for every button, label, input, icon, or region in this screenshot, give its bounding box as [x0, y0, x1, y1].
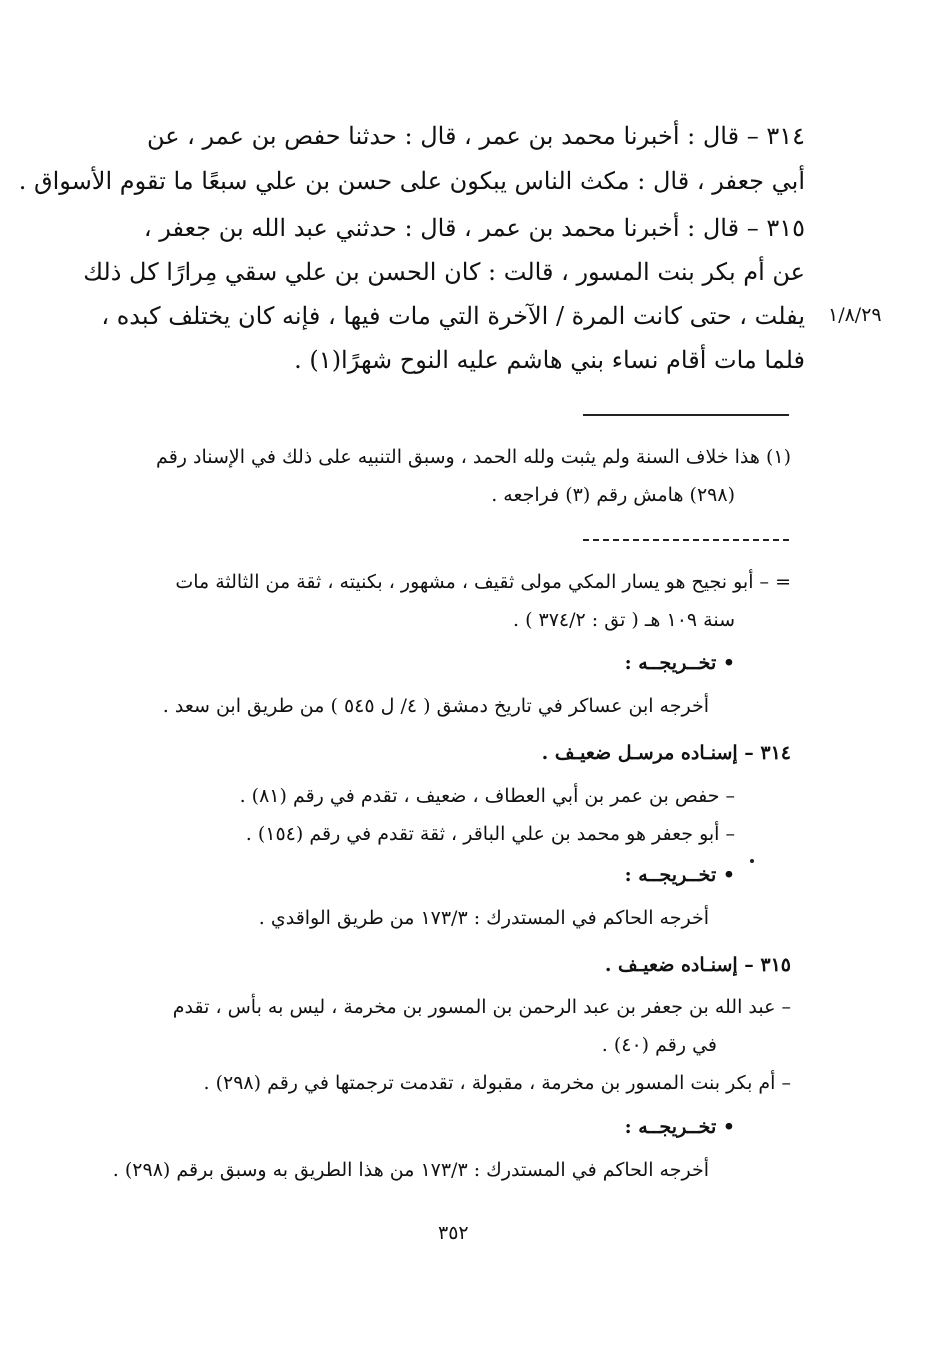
paragraph-315-line-3: يفلت ، حتى كانت المرة / الآخرة التي مات فيها ، فإنه كان يختلف كبده ، — [101, 302, 805, 330]
commentary-line-2: سنة ١٠٩ هـ ( تق : ٣٧٤/٢ ) . — [512, 609, 735, 631]
commentary-line-11: – عبد الله بن جعفر بن عبد الرحمن بن المسور بن مخرمة ، ليس به بأس ، تقدم — [172, 996, 791, 1018]
commentary-line-1: = – أبو نجيح هو يسار المكي مولى ثقيف ، مشهور ، بكنيته ، ثقة من الثالثة مات — [175, 571, 791, 593]
takhrij-heading-3: • تخــريجــه : — [624, 1116, 735, 1138]
paragraph-315-line-1: ٣١٥ – قال : أخبرنا محمد بن عمر ، قال : حدثني عبد الله بن جعفر ، — [143, 214, 805, 242]
commentary-line-4: أخرجه ابن عساكر في تاريخ دمشق ( ٤/ ل ٥٤٥ ) من طريق ابن سعد . — [162, 695, 709, 717]
takhrij-heading-1: • تخــريجــه : — [624, 652, 735, 674]
commentary-separator — [583, 539, 789, 541]
paragraph-315-line-4: فلما مات أقام نساء بني هاشم عليه النوح شهرًا(١) . — [294, 346, 805, 374]
footnote-line-1: (١) هذا خلاف السنة ولم يثبت ولله الحمد ، وسبق التنبيه على ذلك في الإسناد رقم — [156, 446, 791, 468]
commentary-line-6: – حفص بن عمر بن أبي العطاف ، ضعيف ، تقدم في رقم (٨١) . — [239, 785, 735, 807]
paragraph-315-line-2: عن أم بكر بنت المسور ، قالت : كان الحسن بن علي سقي مِرارًا كل ذلك — [83, 258, 805, 286]
takhrij-heading-2: • تخــريجــه : — [624, 864, 735, 886]
isnad-heading-314: ٣١٤ – إسنـاده مرسـل ضعيـف . — [541, 742, 791, 764]
page-number: ٣٥٢ — [438, 1222, 469, 1244]
stray-mark — [750, 859, 754, 863]
footnote-separator — [583, 414, 789, 416]
commentary-line-13: – أم بكر بنت المسور بن مخرمة ، مقبولة ، تقدمت ترجمتها في رقم (٢٩٨) . — [203, 1072, 791, 1094]
footnote-line-2: (٢٩٨) هامش رقم (٣) فراجعه . — [491, 484, 735, 506]
commentary-line-15: أخرجه الحاكم في المستدرك : ١٧٣/٣ من هذا الطريق به وسبق برقم (٢٩٨) . — [112, 1159, 709, 1181]
isnad-heading-315: ٣١٥ – إسنـاده ضعيـف . — [604, 954, 791, 976]
commentary-line-12: في رقم (٤٠) . — [601, 1034, 717, 1056]
paragraph-314-line-2: أبي جعفر ، قال : مكث الناس يبكون على حسن بن علي سبعًا ما تقوم الأسواق . — [18, 167, 805, 195]
paragraph-314-line-1: ٣١٤ – قال : أخبرنا محمد بن عمر ، قال : حدثنا حفص بن عمر ، عن — [146, 122, 805, 150]
margin-reference: ١/٨/٢٩ — [828, 304, 882, 326]
commentary-line-7: – أبو جعفر هو محمد بن علي الباقر ، ثقة تقدم في رقم (١٥٤) . — [245, 823, 735, 845]
commentary-line-9: أخرجه الحاكم في المستدرك : ١٧٣/٣ من طريق الواقدي . — [258, 907, 709, 929]
